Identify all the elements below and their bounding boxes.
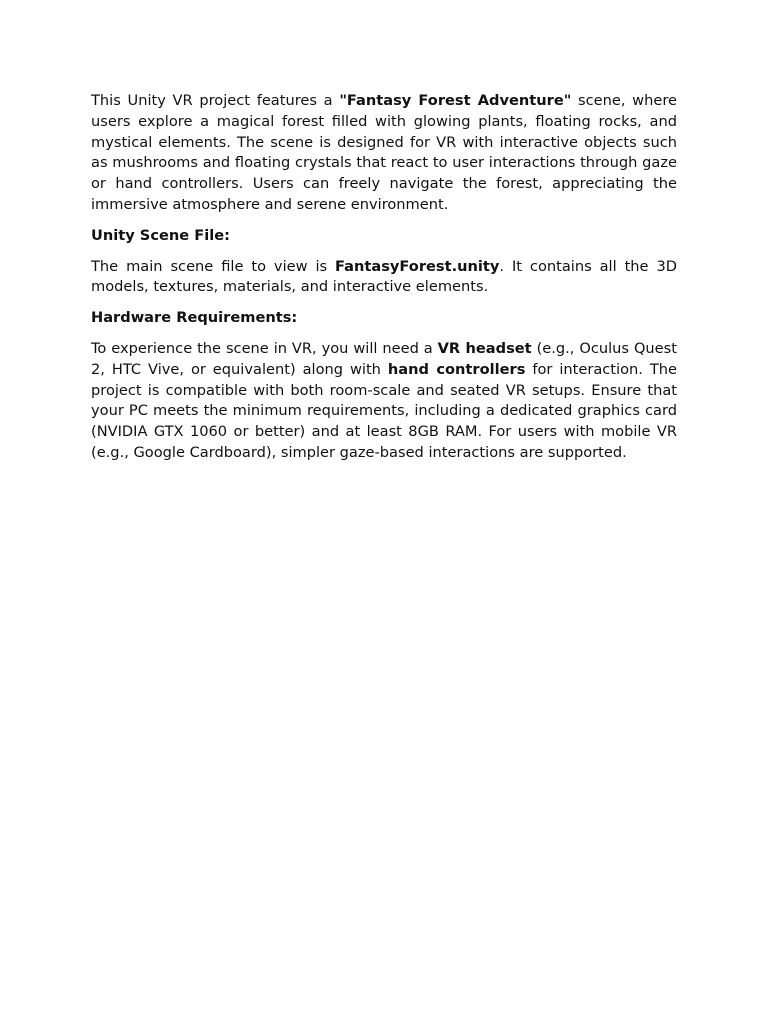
hardware-vr-headset: VR headset <box>437 339 532 357</box>
scene-file-text-before: The main scene file to view is <box>91 257 336 275</box>
hardware-hand-controllers: hand controllers <box>387 360 526 378</box>
intro-text-after: scene, where users explore a magical forest filled with glowing plants, floating rocks, and mystical elements. The scene is designed for VR with interactive objects such as mushrooms and floating crystals that react to user interactions through gaze or hand controllers. Users can freely navigate the forest, appreciating the immersive atmosphere and serene environment. <box>91 92 678 213</box>
hardware-text-1: To experience the scene in VR, you will need a <box>91 339 438 357</box>
hardware-paragraph <box>91 339 677 464</box>
hardware-heading: Hardware Requirements: <box>91 309 298 327</box>
intro-text-before: This Unity VR project features a <box>91 92 340 109</box>
scene-file-text-after: . It contains all the 3D models, textures, materials, and interactive elements. <box>91 257 677 296</box>
hardware-text-2: (e.g., Oculus Quest 2, HTC Vive, or equivalent) along with <box>91 339 677 378</box>
document-body <box>91 91 677 474</box>
intro-scene-name: "Fantasy Forest Adventure" <box>339 92 572 109</box>
scene-file-heading: Unity Scene File: <box>91 226 230 244</box>
intro-paragraph <box>91 91 677 216</box>
scene-file-name: FantasyForest.unity <box>335 257 500 275</box>
hardware-text-3: for interaction. The project is compatible with both room-scale and seated VR setups. Ensure that your PC meets the minimum requirements, including a dedicated graphics card (NVIDIA GTX 1060 or better) and at least 8GB RAM. For users with mobile VR (e.g., Google Cardboard), simpler gaze-based interactions are supported. <box>91 360 677 461</box>
scene-file-paragraph <box>91 257 677 299</box>
